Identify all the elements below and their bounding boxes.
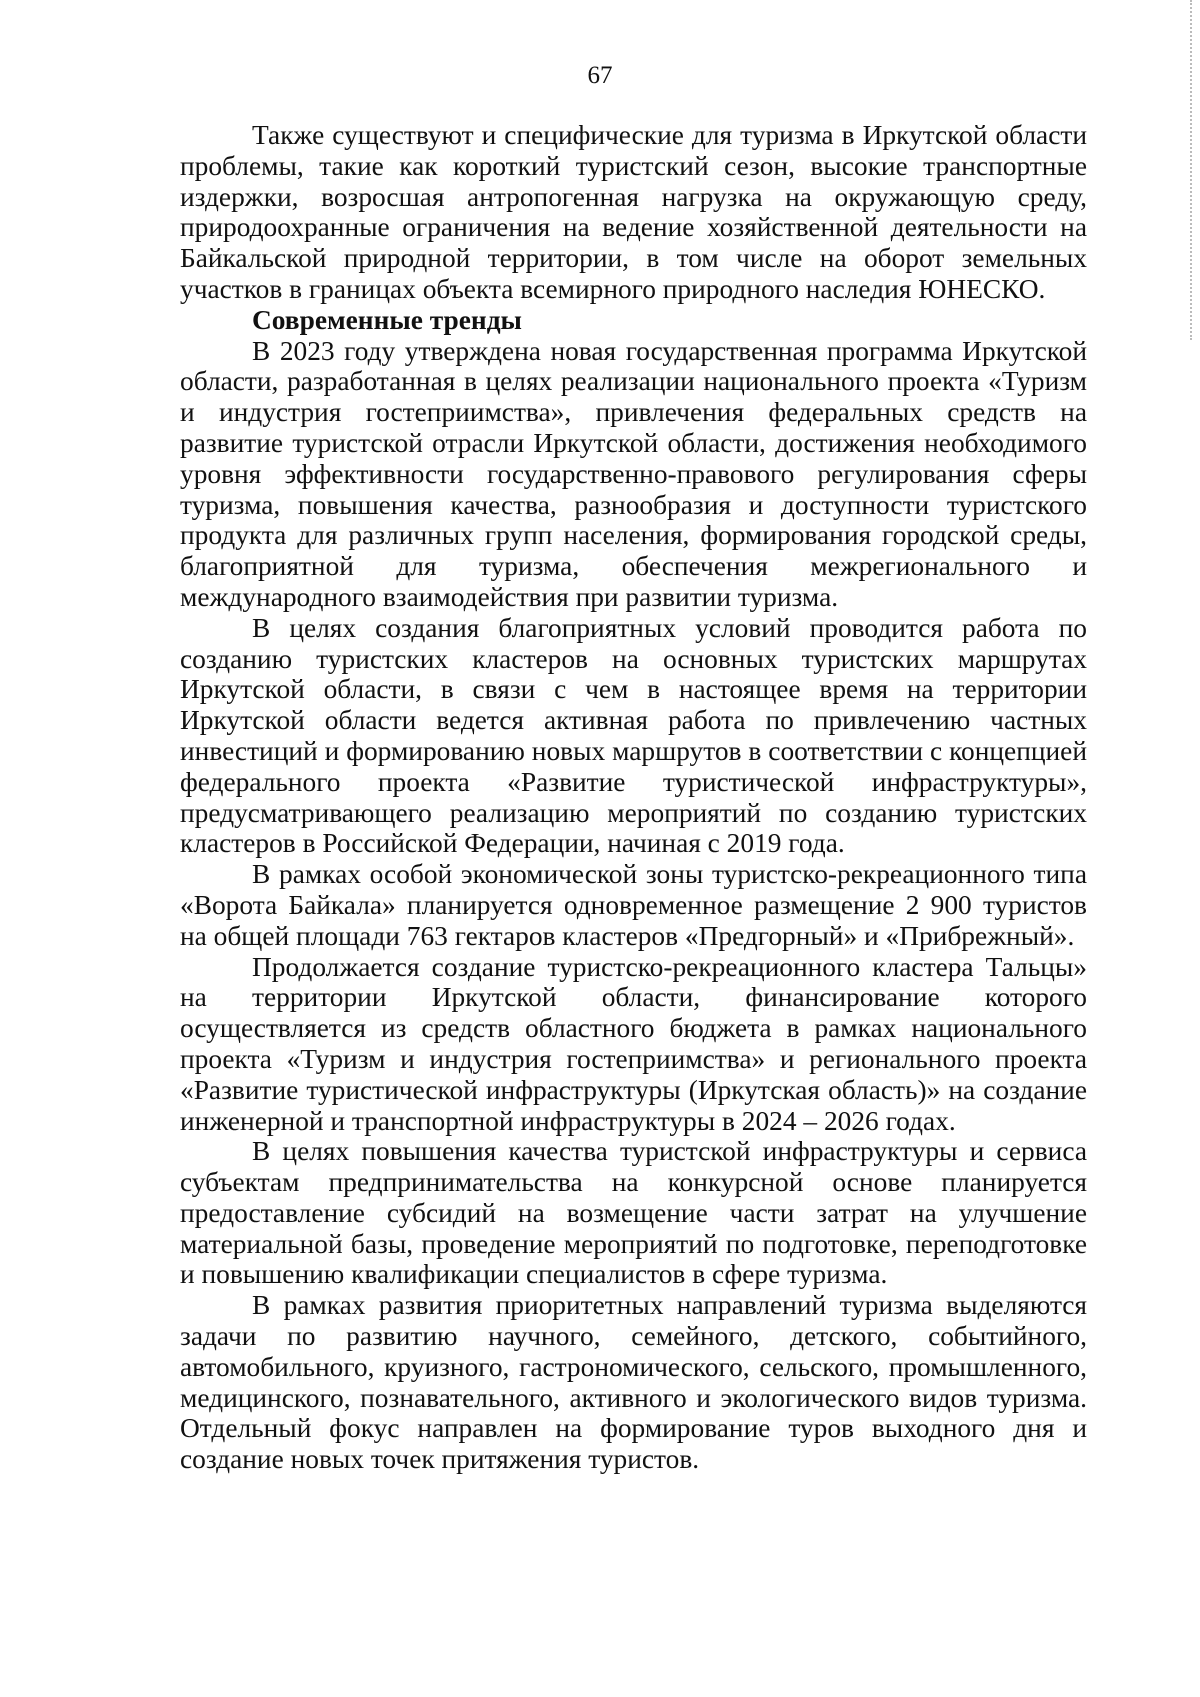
document-body	[180, 120, 1087, 1475]
paragraph-baikal-gates: В рамках особой экономической зоны туристско-рекреационного типа «Ворота Байкала» планируется одновременное размещение 2 900 туристов на общей площади 763 гектаров кластеров «Предгорный» и «Прибрежный».	[180, 859, 1087, 951]
section-heading: Современные тренды	[252, 304, 522, 335]
paragraph-state-program: В 2023 году утверждена новая государственная программа Иркутской области, разработанная в целях реализации национального проекта «Туризм и индустрия гостеприимства», привлечения федеральных средств на развитие туристской отрасли Иркутской области, достижения необходимого уровня эффективности государственно-правового регулирования сферы туризма, повышения качества, разнообразия и доступности туристского продукта для различных групп населения, формирования городской среды, благоприятной для туризма, обеспечения межрегионального и международного взаимодействия при развитии туризма.	[180, 335, 1087, 612]
paragraph-priority-directions: В рамках развития приоритетных направлений туризма выделяются задачи по развитию научного, семейного, детского, событийного, автомобильного, круизного, гастрономического, сельского, промышленного, медицинского, познавательного, активного и экологического видов туризма. Отдельный фокус направлен на формирование туров выходного дня и создание новых точек притяжения туристов.	[180, 1290, 1087, 1475]
paragraph-taltsy-cluster: Продолжается создание туристско-рекреационного кластера Тальцы» на территории Иркутской области, финансирование которого осуществляется из средств областного бюджета в рамках национального проекта «Туризм и индустрия гостеприимства» и регионального проекта «Развитие туристической инфраструктуры (Иркутская область)» на создание инженерной и транспортной инфраструктуры в 2024 – 2026 годах.	[180, 951, 1087, 1136]
paragraph-tourist-clusters: В целях создания благоприятных условий проводится работа по созданию туристских кластеров на основных туристских маршрутах Иркутской области, в связи с чем в настоящее время на территории Иркутской области ведется активная работа по привлечению частных инвестиций и формированию новых маршрутов в соответствии с концепцией федерального проекта «Развитие туристической инфраструктуры», предусматривающего реализацию мероприятий по созданию туристских кластеров в Российской Федерации, начиная с 2019 года.	[180, 612, 1087, 859]
scan-edge-marks	[1188, 0, 1192, 340]
page-number: 67	[587, 62, 613, 89]
paragraph-subsidies: В целях повышения качества туристской инфраструктуры и сервиса субъектам предпринимательства на конкурсной основе планируется предоставление субсидий на возмещение части затрат на улучшение материальной базы, проведение мероприятий по подготовке, переподготовке и повышению квалификации специалистов в сфере туризма.	[180, 1136, 1087, 1290]
paragraph-problems: Также существуют и специфические для туризма в Иркутской области проблемы, такие как короткий туристский сезон, высокие транспортные издержки, возросшая антропогенная нагрузка на окружающую среду, природоохранные ограничения на ведение хозяйственной деятельности на Байкальской природной территории, в том числе на оборот земельных участков в границах объекта всемирного природного наследия ЮНЕСКО.	[180, 120, 1087, 304]
